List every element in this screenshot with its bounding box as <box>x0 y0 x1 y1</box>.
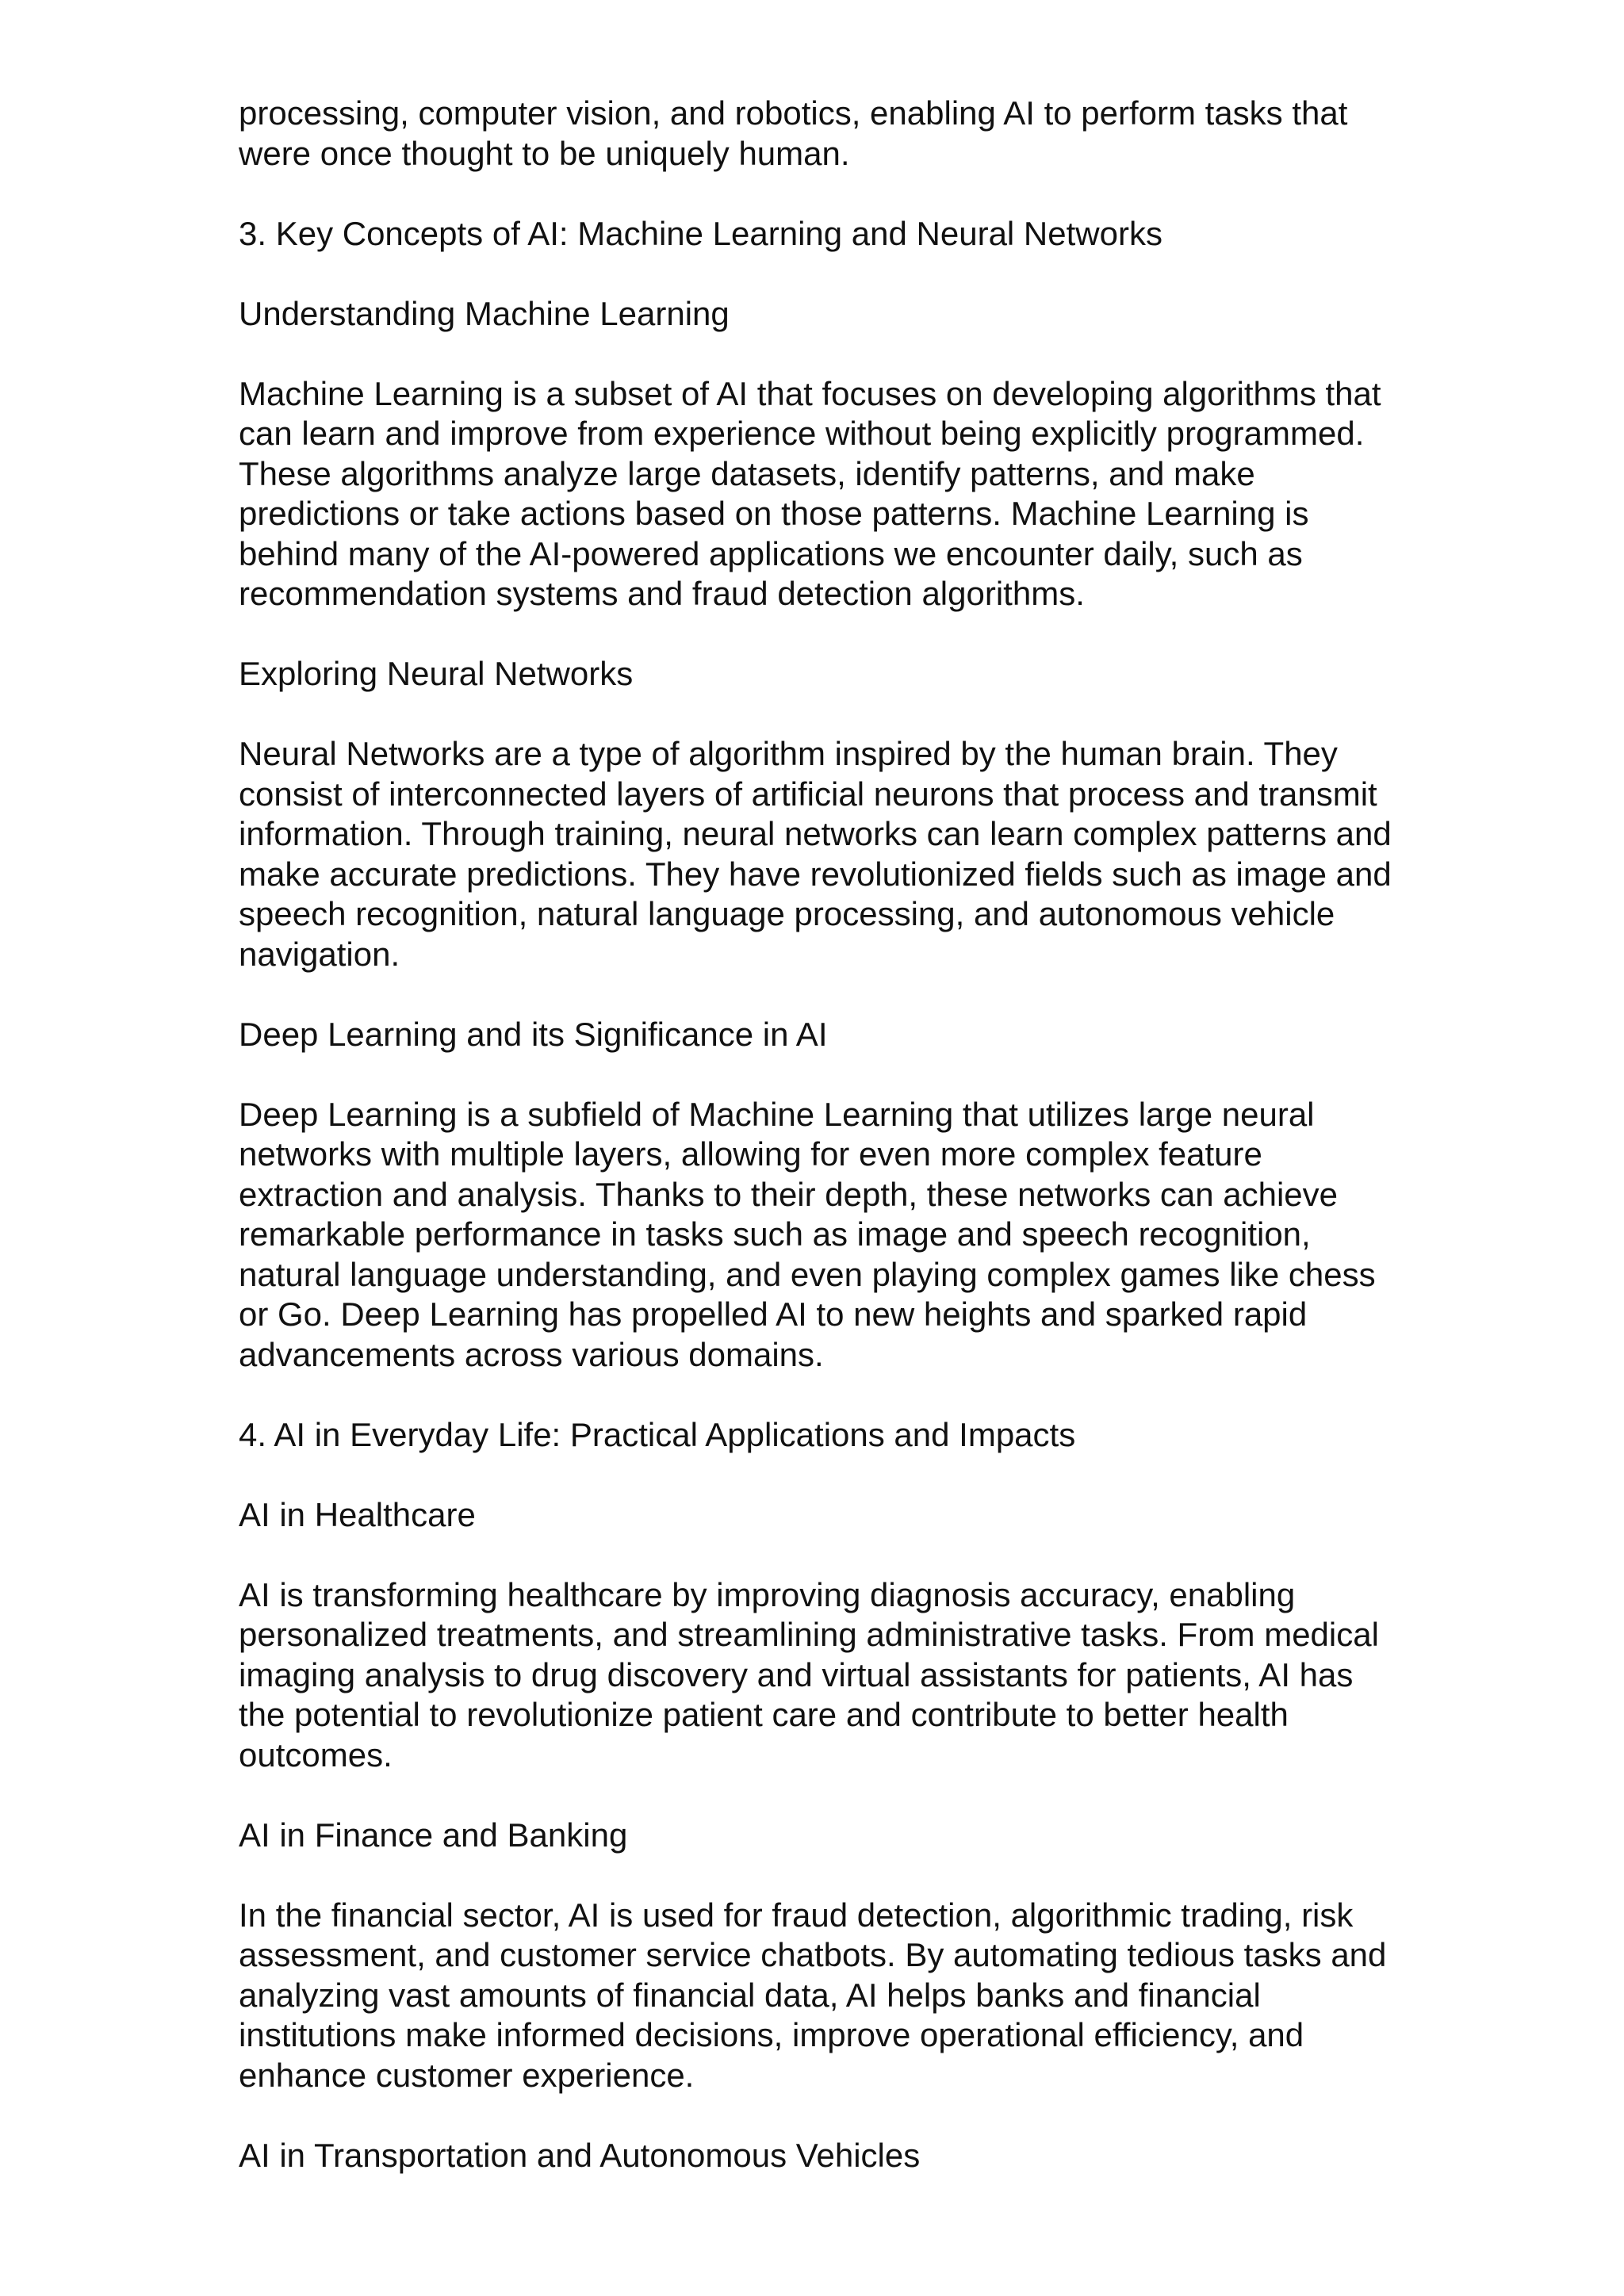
document-page <box>239 94 1396 2216</box>
intro-paragraph-tail: processing, computer vision, and robotics, enabling AI to perform tasks that were once thought to be uniquely human. <box>239 94 1348 172</box>
finance-paragraph: In the financial sector, AI is used for fraud detection, algorithmic trading, risk assessment, and customer service chatbots. By automating tedious tasks and analyzing vast amounts of financial data, AI helps banks and financial institutions make informed decisions, improve operational efficiency, and enhance customer experience. <box>239 1896 1387 2094</box>
healthcare-paragraph: AI is transforming healthcare by improving diagnosis accuracy, enabling personalized treatments, and streamlining administrative tasks. From medical imaging analysis to drug discovery and virtual assistants for patients, AI has the potential to revolutionize patient care and contribute to better health outcomes. <box>239 1575 1379 1774</box>
deep-learning-heading: Deep Learning and its Significance in AI <box>239 1015 828 1053</box>
neural-networks-paragraph: Neural Networks are a type of algorithm inspired by the human brain. They consist of interconnected layers of artificial neurons that process and transmit information. Through training, neural networks can learn complex patterns and make accurate predictions. They have revolutionized fields such as image and speech recognition, natural language processing, and autonomous vehicle navigation. <box>239 735 1392 973</box>
healthcare-heading: AI in Healthcare <box>239 1495 476 1533</box>
section-4-title: 4. AI in Everyday Life: Practical Applications and Impacts <box>239 1415 1076 1453</box>
deep-learning-paragraph: Deep Learning is a subfield of Machine Learning that utilizes large neural networks with multiple layers, allowing for even more complex feature extraction and analysis. Thanks to their depth, these networks can achieve remarkable performance in tasks such as image and speech recognition, natural language understanding, and even playing complex games like chess or Go. Deep Learning has propelled AI to new heights and sparked rapid advancements across various domains. <box>239 1095 1376 1373</box>
finance-heading: AI in Finance and Banking <box>239 1816 628 1854</box>
machine-learning-heading: Understanding Machine Learning <box>239 294 730 332</box>
machine-learning-paragraph: Machine Learning is a subset of AI that focuses on developing algorithms that can learn and improve from experience without being explicitly programmed. These algorithms analyze large datasets, identify patterns, and make predictions or take actions based on those patterns. Machine Learning is behind many of the AI-powered applications we encounter daily, such as recommendation systems and fraud detection algorithms. <box>239 374 1381 612</box>
transportation-heading: AI in Transportation and Autonomous Vehicles <box>239 2136 921 2174</box>
neural-networks-heading: Exploring Neural Networks <box>239 655 634 692</box>
section-3-title: 3. Key Concepts of AI: Machine Learning and Neural Networks <box>239 214 1162 252</box>
